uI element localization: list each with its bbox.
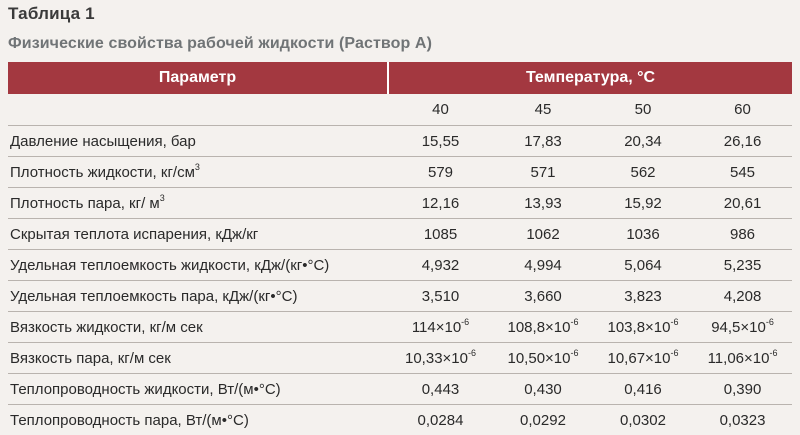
temperature-row-blank (8, 94, 388, 126)
row-value (693, 188, 792, 219)
row-value-text: 0,0302 (620, 412, 666, 429)
row-value (493, 219, 593, 250)
row-value-text: 0,443 (422, 381, 460, 398)
row-value-text: 114×10 (412, 319, 461, 336)
row-param-text: Давление насыщения, бар (10, 133, 196, 150)
row-value-text: 5,064 (624, 257, 662, 274)
row-value-text: 20,34 (624, 133, 662, 150)
row-param-text: Плотность жидкости, кг/см (10, 164, 195, 181)
row-value (593, 374, 693, 405)
row-value (693, 312, 792, 343)
row-value (493, 126, 593, 157)
row-param-text: Плотность пара, кг/ м (10, 195, 160, 212)
row-value (493, 405, 593, 435)
row-value-text: 11,06×10 (708, 350, 770, 367)
row-param (8, 281, 388, 312)
row-value (388, 250, 493, 281)
value-exponent: -6 (670, 348, 678, 358)
row-value (493, 343, 593, 374)
row-value-text: 0,390 (724, 381, 762, 398)
row-value (593, 281, 693, 312)
row-value-text: 0,0292 (520, 412, 566, 429)
row-value-text: 3,823 (624, 288, 662, 305)
row-value-text: 15,92 (624, 195, 662, 212)
row-value (693, 126, 792, 157)
row-value-text: 10,67×10 (608, 350, 671, 367)
row-value-text: 1062 (526, 226, 559, 243)
row-value-text: 562 (630, 164, 655, 181)
row-value-text: 103,8×10 (608, 319, 671, 336)
row-value-text: 3,510 (422, 288, 460, 305)
row-value-text: 17,83 (524, 133, 562, 150)
row-param-text: Удельная теплоемкость пара, кДж/(кг•°C) (10, 288, 297, 305)
row-value-text: 10,50×10 (508, 350, 571, 367)
row-value (693, 157, 792, 188)
table-row (8, 219, 792, 250)
row-value-text: 3,660 (524, 288, 562, 305)
value-exponent: -6 (461, 317, 469, 327)
table-row (8, 250, 792, 281)
row-param (8, 343, 388, 374)
table-caption: Физические свойства рабочей жидкости (Раствор А) (8, 35, 432, 53)
unit-exponent: 3 (160, 193, 165, 203)
table-row (8, 405, 792, 435)
row-value-text: 0,0323 (720, 412, 766, 429)
row-param-text: Вязкость жидкости, кг/м сек (10, 319, 203, 336)
row-value-text: 4,208 (724, 288, 762, 305)
row-value (593, 219, 693, 250)
unit-exponent: 3 (195, 162, 200, 172)
row-value-text: 0,0284 (418, 412, 464, 429)
table-row (8, 126, 792, 157)
row-value (388, 219, 493, 250)
row-param (8, 126, 388, 157)
row-param-text: Скрытая теплота испарения, кДж/кг (10, 226, 258, 243)
table-row (8, 281, 792, 312)
row-value-text: 94,5×10 (711, 319, 766, 336)
row-value-text: 1036 (626, 226, 659, 243)
row-param (8, 219, 388, 250)
row-value-text: 986 (730, 226, 755, 243)
row-value-text: 4,994 (524, 257, 562, 274)
row-value (693, 405, 792, 435)
value-exponent: -6 (468, 348, 476, 358)
temperature-cell: 50 (593, 94, 693, 126)
properties-table-container (8, 62, 792, 435)
row-value (388, 374, 493, 405)
temperature-cell: 40 (388, 94, 493, 126)
temperature-cell: 60 (693, 94, 792, 126)
table-row (8, 157, 792, 188)
value-exponent: -6 (766, 317, 774, 327)
header-row (8, 62, 792, 94)
row-value-text: 0,430 (524, 381, 562, 398)
row-param (8, 250, 388, 281)
row-value (493, 157, 593, 188)
header-param: Параметр (8, 62, 388, 94)
table-row (8, 188, 792, 219)
row-param-text: Теплопроводность жидкости, Вт/(м•°C) (10, 381, 281, 398)
value-exponent: -6 (670, 317, 678, 327)
row-value (593, 157, 693, 188)
value-exponent: -6 (769, 348, 777, 358)
row-value (388, 188, 493, 219)
row-param (8, 188, 388, 219)
row-value (593, 250, 693, 281)
row-value (388, 157, 493, 188)
row-param (8, 157, 388, 188)
header-temperature: Температура, °C (388, 62, 792, 94)
table-row (8, 312, 792, 343)
row-value (388, 343, 493, 374)
row-value-text: 579 (428, 164, 453, 181)
row-value (593, 405, 693, 435)
row-value (493, 188, 593, 219)
temperature-cell: 45 (493, 94, 593, 126)
table-row (8, 374, 792, 405)
row-value (388, 405, 493, 435)
row-value (693, 343, 792, 374)
row-value-text: 12,16 (422, 195, 460, 212)
row-value (388, 126, 493, 157)
row-value (693, 374, 792, 405)
row-value-text: 20,61 (724, 195, 762, 212)
temperature-row (8, 94, 792, 126)
row-value (593, 312, 693, 343)
table-label: Таблица 1 (8, 4, 95, 24)
row-value (693, 219, 792, 250)
value-exponent: -6 (570, 317, 578, 327)
row-value-text: 1085 (424, 226, 457, 243)
row-value-text: 10,33×10 (405, 350, 468, 367)
row-value-text: 15,55 (422, 133, 460, 150)
row-param (8, 312, 388, 343)
properties-table (8, 62, 792, 435)
row-value (388, 312, 493, 343)
row-value-text: 108,8×10 (508, 319, 571, 336)
row-value (493, 374, 593, 405)
row-value (493, 312, 593, 343)
row-value (388, 281, 493, 312)
row-value-text: 26,16 (724, 133, 762, 150)
table-row (8, 343, 792, 374)
row-value (693, 281, 792, 312)
row-param (8, 374, 388, 405)
row-value-text: 13,93 (524, 195, 562, 212)
value-exponent: -6 (570, 348, 578, 358)
row-value-text: 545 (730, 164, 755, 181)
row-param-text: Удельная теплоемкость жидкости, кДж/(кг•°C) (10, 257, 329, 274)
row-value (493, 250, 593, 281)
row-value (593, 343, 693, 374)
row-value-text: 0,416 (624, 381, 662, 398)
row-value-text: 571 (530, 164, 555, 181)
row-value (593, 126, 693, 157)
row-value (593, 188, 693, 219)
row-value-text: 4,932 (422, 257, 460, 274)
row-value (693, 250, 792, 281)
row-param (8, 405, 388, 435)
row-param-text: Вязкость пара, кг/м сек (10, 350, 171, 367)
row-param-text: Теплопроводность пара, Вт/(м•°C) (10, 412, 249, 429)
row-value (493, 281, 593, 312)
row-value-text: 5,235 (724, 257, 762, 274)
